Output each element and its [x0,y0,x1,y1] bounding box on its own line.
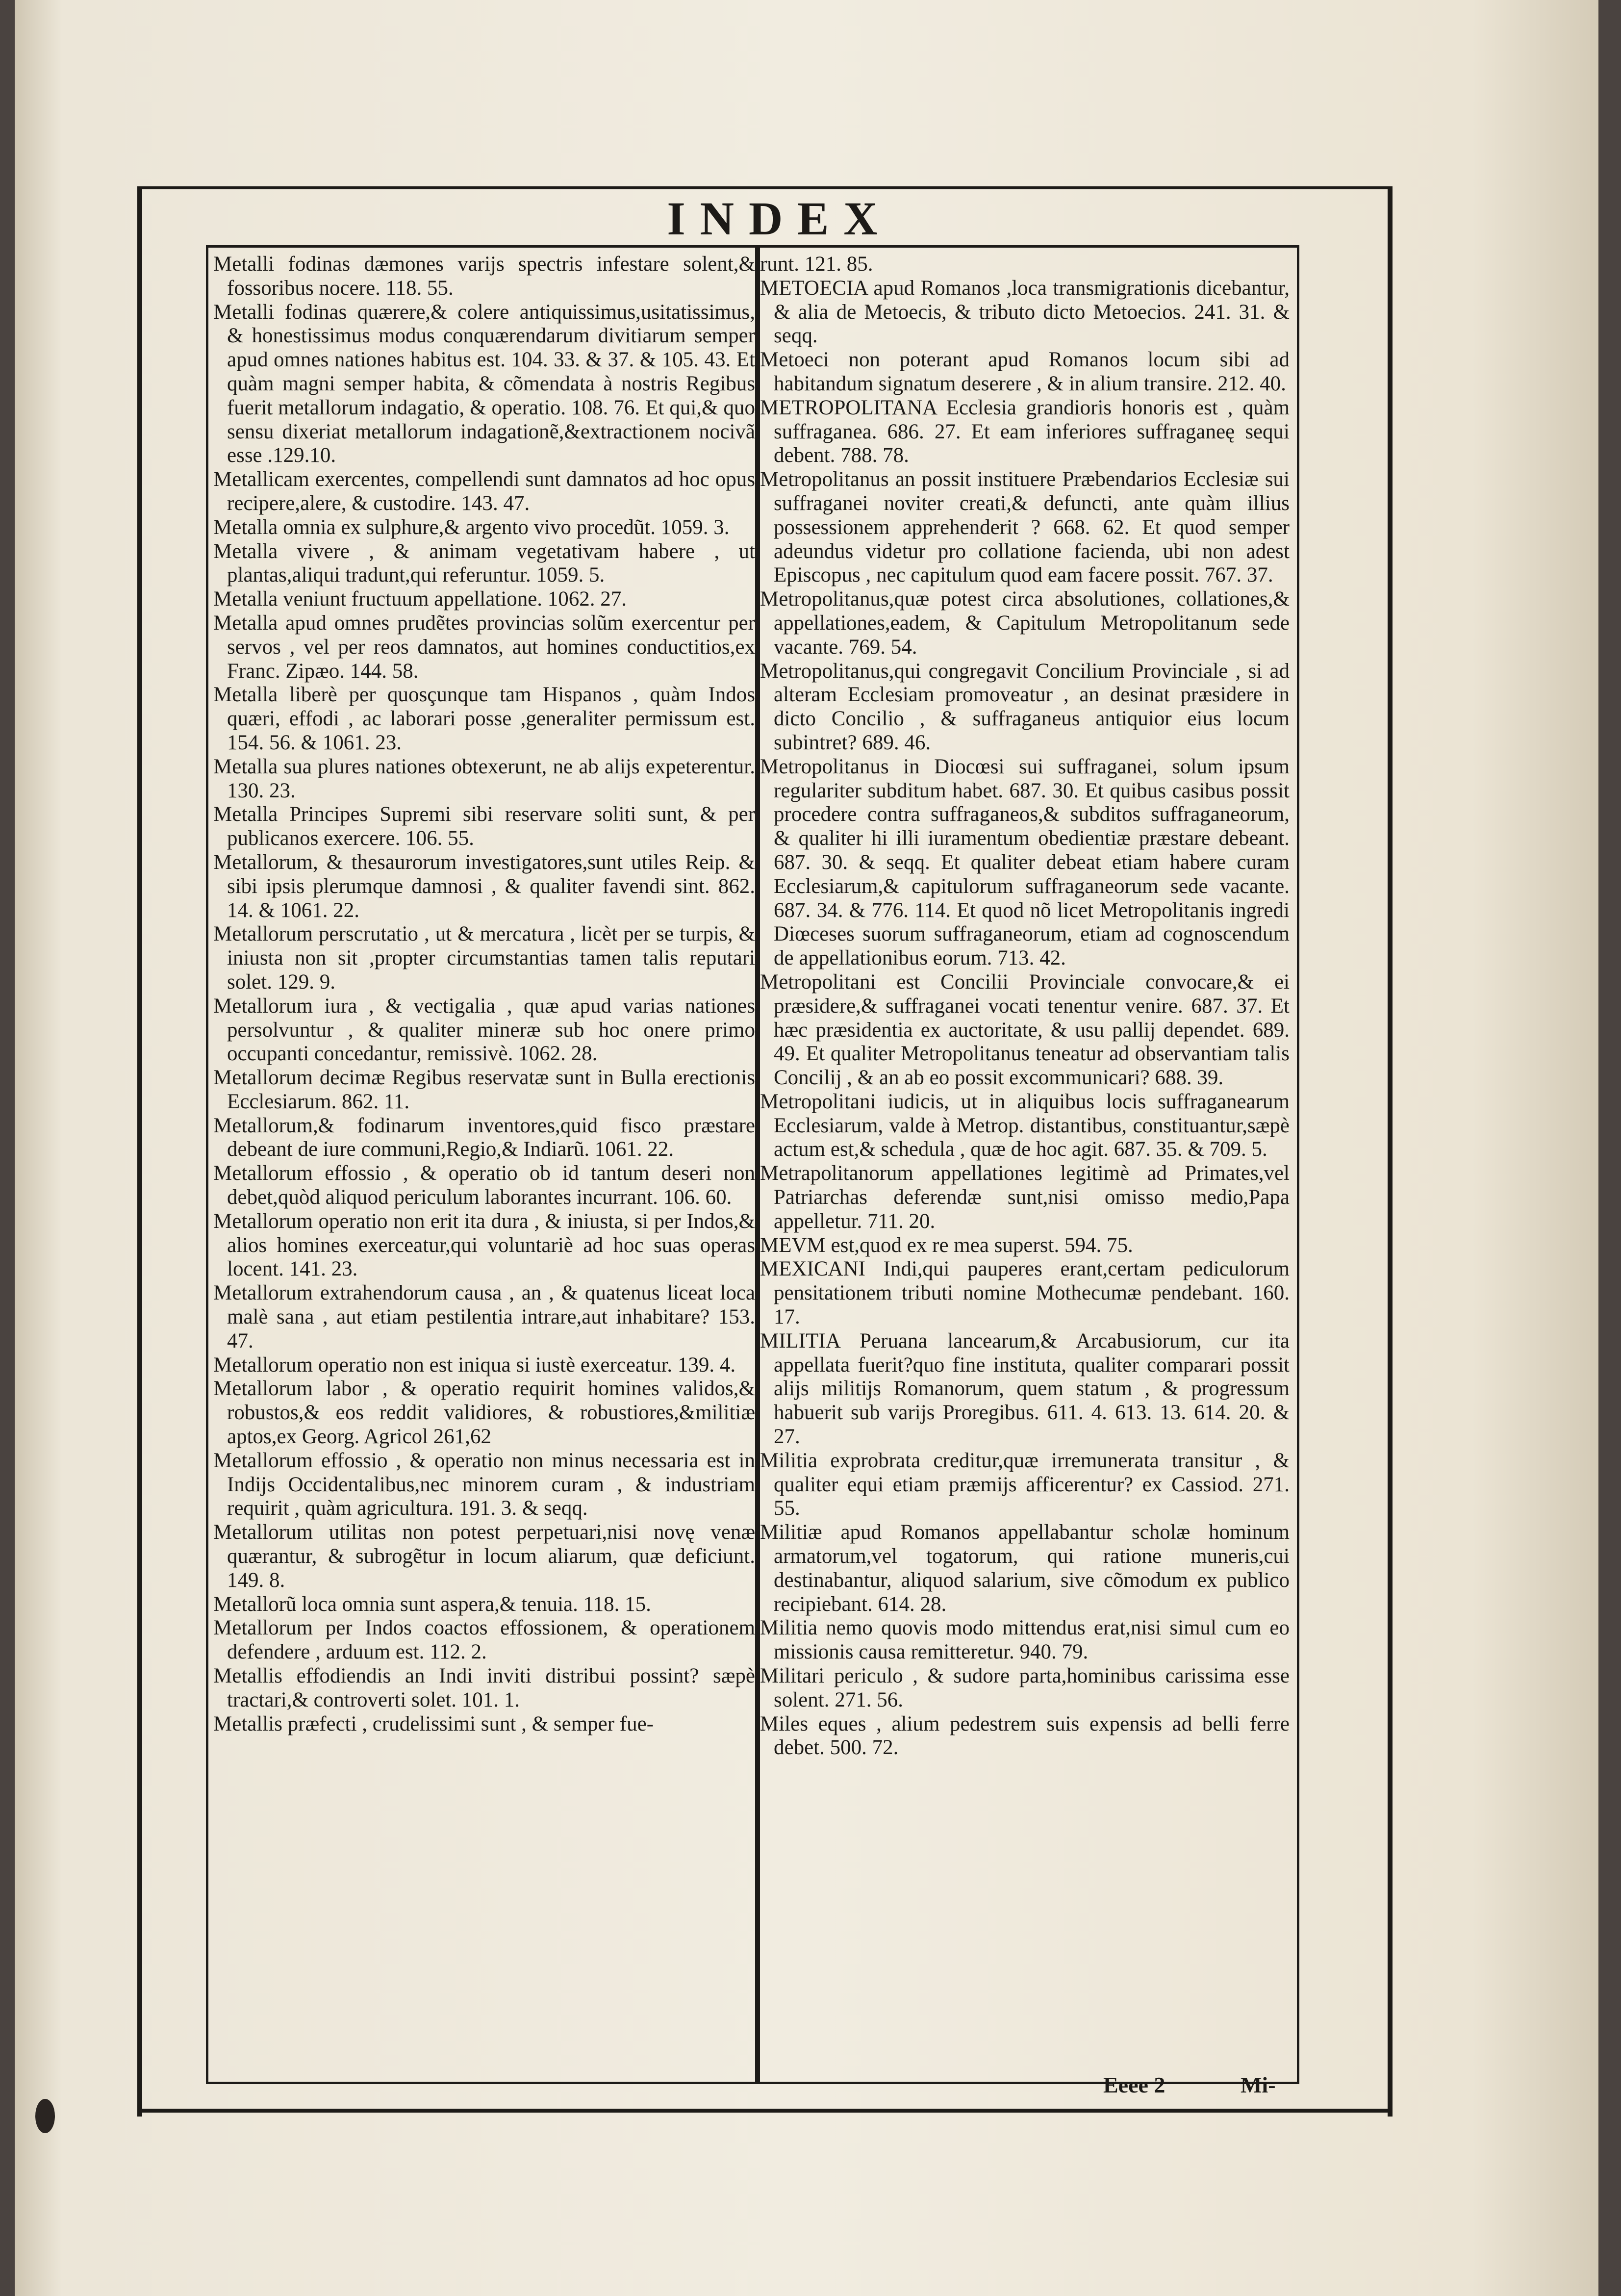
ink-blot [35,2099,55,2133]
index-entry: Metalli fodinas quærere,& colere antiquissimus,usitatissimus, & honestissimus modus conquærendarum divitiarum semper apud omnes nationes habitus est. 104. 33. & 37. & 105. 43. Et quàm magni semper habita, & cõmendata à nostris Regibus fuerit metallorum indagatio, & operatio. 108. 76. Et qui,& quo sensu dixeriat metallorum indagationẽ,&extractionem nocivã esse .129.10. [213,300,755,467]
page-title: INDEX [667,192,892,245]
index-entry: Metallorum per Indos coactos effossionem, & operationem defendere , arduum est. 112. 2. [213,1616,755,1664]
index-entry: runt. 121. 85. [760,253,873,276]
index-entry: Metallorum extrahendorum causa , an , & quatenus liceat loca malè sana , aut etiam pestilentia intrare,aut inhabitare? 153. 47. [213,1281,755,1352]
index-entry: Metropolitanus in Diocœsi sui suffraganei, solum ipsum regulariter subditum habet. 687. 30. Et quibus casibus possit procedere contra suffraganeos,& subditos suffraganeorum, & qualiter hi illi iuramentum obedientiæ præstare debeant. 687. 30. & seqq. Et qualiter debeat etiam habere curam Ecclesiarum,& capitulorum suffraganeorum sede vacante. 687. 34. & 776. 114. Et quod nõ licet Metropolitanis ingredi Diœceses suorum suffraganeorum, etiam ad cognoscendum de appellationibus eorum. 713. 42. [760,755,1290,970]
index-entry: METROPOLITANA Ecclesia grandioris honoris est , quàm suffraganea. 686. 27. Et eam inferiores suffraganeę sequi debent. 788. 78. [760,396,1290,467]
index-entry: Metallorum utilitas non potest perpetuari,nisi novę venæ quærantur, & subrogẽtur in locum aliarum, quæ deficiunt. 149. 8. [213,1521,755,1592]
index-entry: Militari periculo , & sudore parta,hominibus carissima esse solent. 271. 56. [760,1664,1290,1711]
index-entry: Metalla sua plures nationes obtexerunt, ne ab alijs expeterentur. 130. 23. [213,755,755,802]
index-entry: Militia exprobrata creditur,quæ irremunerata transitur , & qualiter equi etiam præmijs afficerentur? ex Cassiod. 271. 55. [760,1449,1290,1520]
index-entry: Metallorum perscrutatio , ut & mercatura , licèt per se turpis, & iniusta non sit ,propter circumstantias tamen talis reputari solet. 129. 9. [213,922,755,994]
index-entry: Metalla liberè per quosçunque tam Hispanos , quàm Indos quæri, effodi , ac laborari posse ,generaliter permissum est. 154. 56. & 1061. 23. [213,683,755,754]
index-entry: MEXICANI Indi,qui pauperes erant,certam pediculorum pensitationem tributi nomine Mothecumæ pendebant. 160. 17. [760,1257,1290,1329]
index-entry: Metropolitanus,quæ potest circa absolutiones, collationes,& appellationes,eadem, & Capitulum Metropolitanum sede vacante. 769. 54. [760,587,1290,659]
index-entry: Metallorum, & thesaurorum investigatores,sunt utiles Reip. & sibi ipsis plerumque damnosi , & qualiter favendi sint. 862. 14. & 1061. 22. [213,850,755,922]
index-entry: Metallorum operatio non erit ita dura , & iniusta, si per Indos,& alios homines exerceatur,qui voluntariè ad hoc suas operas locent. 141. 23. [213,1209,755,1281]
index-entry: Metallorum decimæ Regibus reservatæ sunt in Bulla erectionis Ecclesiarum. 862. 11. [213,1066,755,1113]
index-entry: Metallorum operatio non est iniqua si iustè exerceatur. 139. 4. [213,1353,736,1377]
index-entry: Metoeci non poterant apud Romanos locum sibi ad habitandum signatum deserere , & in alium transire. 212. 40. [760,348,1290,395]
catchword: Mi- [1241,2072,1276,2097]
index-entry: Metallorum,& fodinarum inventores,quid fisco præstare debeant de iure communi,Regio,& Indiarũ. 1061. 22. [213,1114,755,1161]
page-frame-bottom-rule [137,2109,1393,2113]
index-entry: Metallicam exercentes, compellendi sunt damnatos ad hoc opus recipere,alere, & custodire. 143. 47. [213,468,755,515]
index-entry: Metalla Principes Supremi sibi reservare soliti sunt, & per publicanos exercere. 106. 55. [213,803,755,850]
index-entry: Metallorum effossio , & operatio non minus necessaria est in Indijs Occidentalibus,nec minorem curam , & industriam requirit , quàm agricultura. 191. 3. & seqq. [213,1449,755,1520]
index-entry: Metalla apud omnes prudẽtes provincias solũm exercentur per servos , vel per reos damnatos, aut homines conductitios,ex Franc. Zipæo. 144. 58. [213,611,755,683]
signature-mark: Eeee 2 [1103,2072,1165,2097]
index-entry: MILITIA Peruana lancearum,& Arcabusiorum, cur ita appellata fuerit?quo fine instituta, qualiter comparari possit alijs militijs Romanorum, quem statum , & progressum habuerit sub varijs Proregibus. 611. 4. 613. 13. 614. 20. & 27. [760,1329,1290,1449]
left-column [213,253,755,2072]
index-entry: Miles eques , alium pedestrem suis expensis ad belli ferre debet. 500. 72. [760,1712,1290,1760]
index-entry: METOECIA apud Romanos ,loca transmigrationis dicebantur, & alia de Metoecis, & tributo dicto Metoecios. 241. 31. & seqq. [760,276,1290,348]
index-entry: Militiæ apud Romanos appellabantur scholæ hominum armatorum,vel togatorum, qui ratione muneris,cui destinabantur, aliquod salarium, sive cõmodum ex publico recipiebant. 614. 28. [760,1521,1290,1616]
index-entry: Metallis præfecti , crudelissimi sunt , & semper fue- [213,1712,654,1735]
index-entry: Metalli fodinas dæmones varijs spectris infestare solent,& fossoribus nocere. 118. 55. [213,253,755,300]
index-entry: MEVM est,quod ex re mea superst. 594. 75. [760,1233,1133,1257]
index-entry: Metropolitani est Concilii Provinciale convocare,& ei præsidere,& suffraganei vocati tenentur venire. 687. 37. Et hæc præsidentia ex auctoritate, & usu pallij dependet. 689. 49. Et qualiter Metropolitanus teneatur ad observantiam talis Concilij , & an ab eo possit excommunicari? 688. 39. [760,970,1290,1090]
index-entry: Metropolitanus,qui congregavit Concilium Provinciale , si ad alteram Ecclesiam promoveatur , an desinat præsidere in dicto Concilio , & suffraganeus antiquior eius locum subintret? 689. 46. [760,659,1290,754]
index-entry: Metrapolitanorum appellationes legitimè ad Primates,vel Patriarchas deferendæ sunt,nisi omisso medio,Papa appelletur. 711. 20. [760,1162,1290,1233]
index-entry: Metropolitanus an possit instituere Præbendarios Ecclesiæ sui suffraganei noviter creati,& defuncti, ante quàm illius possessionem apprehenderit ? 668. 62. Et quod semper adeundus videtur pro collatione facienda, ubi non adest Episcopus , nec capitulum quod eam facere possit. 767. 37. [760,468,1290,587]
index-entry: Metalla omnia ex sulphure,& argento vivo procedũt. 1059. 3. [213,515,730,539]
index-entry: Metalla veniunt fructuum appellatione. 1062. 27. [213,587,627,611]
index-entry: Metalla vivere , & animam vegetativam habere , ut plantas,aliqui tradunt,qui referuntur. 1059. 5. [213,539,755,587]
index-entry: Metallorũ loca omnia sunt aspera,& tenuia. 118. 15. [213,1592,651,1616]
index-entry: Metallorum labor , & operatio requirit homines validos,& robustos,& eos reddit validiores, & robustiores,&militiæ aptos,ex Georg. Agricol 261,62 [213,1377,755,1449]
index-entry: Metallis effodiendis an Indi inviti distribui possint? sæpè tractari,& controverti solet. 101. 1. [213,1664,755,1711]
index-entry: Militia nemo quovis modo mittendus erat,nisi simul cum eo missionis causa remitteretur. 940. 79. [760,1616,1290,1664]
index-entry: Metropolitani iudicis, ut in aliquibus locis suffraganearum Ecclesiarum, valde à Metrop. distantibus, constituantur,sæpè actum est,& schedula , quæ de hoc agit. 687. 35. & 709. 5. [760,1090,1290,1161]
index-entry: Metallorum iura , & vectigalia , quæ apud varias nationes persolvuntur , & qualiter mineræ sub hoc onere primo occupanti concedantur, remissivè. 1062. 28. [213,994,755,1066]
right-column [760,253,1290,2072]
index-entry: Metallorum effossio , & operatio ob id tantum deseri non debet,quòd aliquod periculum laborantes incurrant. 106. 60. [213,1162,755,1209]
